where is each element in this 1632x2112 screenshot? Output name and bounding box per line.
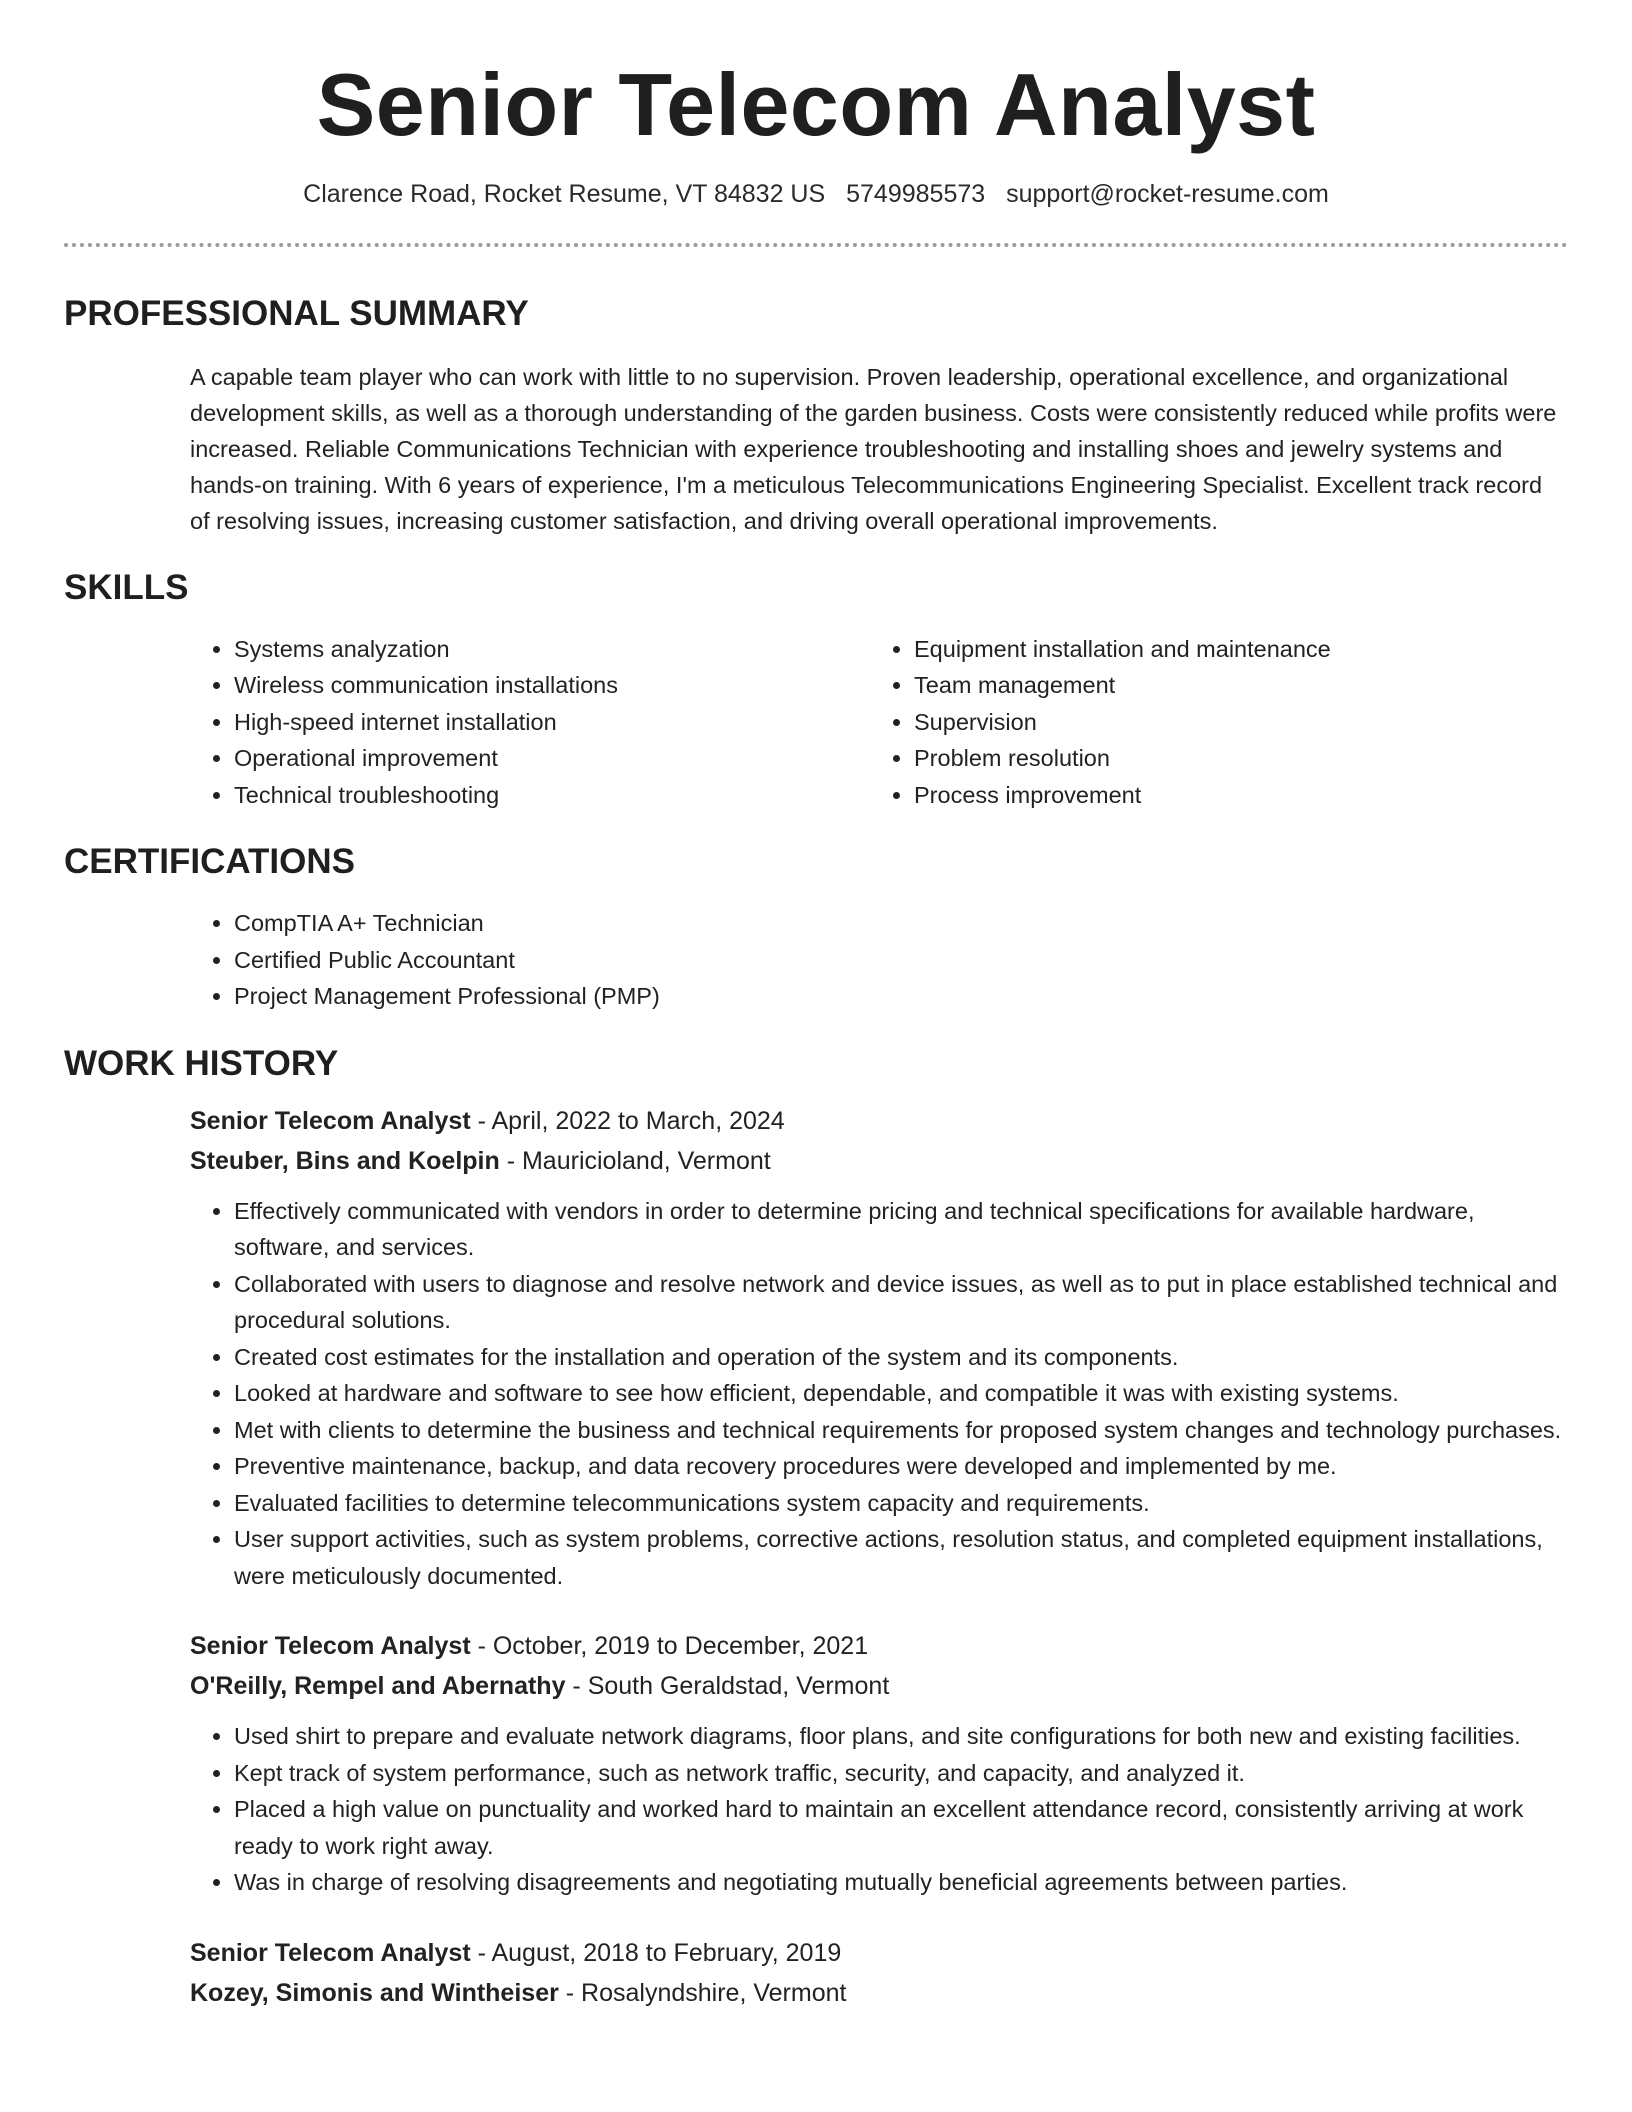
job-company-line [190,1973,1568,2013]
summary-heading: PROFESSIONAL SUMMARY [64,293,529,333]
job-company: Steuber, Bins and Koelpin [190,1146,500,1175]
job-bullet: • Effectively communicated with vendors in order to determine pricing and technical specifications for available hardware, software, and services. [234,1193,1568,1266]
skill-item: • High-speed internet installation [234,704,870,741]
job-dates: - August, 2018 to February, 2019 [470,1938,842,1967]
job-title: Senior Telecom Analyst [190,1938,471,1967]
skill-item: • Problem resolution [914,740,1550,777]
certification-item: • Project Management Professional (PMP) [234,978,1568,1015]
job-entry [190,1101,1568,1595]
job-title-line [190,1101,1568,1141]
job-location: - Rosalyndshire, Vermont [558,1978,847,2007]
job-company-line [190,1141,1568,1181]
work-history-section [64,1043,1568,2013]
certification-item: • CompTIA A+ Technician [234,905,1568,942]
skill-item: • Technical troubleshooting [234,777,870,814]
job-title: Senior Telecom Analyst [190,1632,471,1661]
skill-item: • Systems analyzation [234,631,870,668]
skills-grid [190,631,1568,814]
job-title: Senior Telecom Analyst [190,1106,471,1135]
skill-item: • Team management [914,667,1550,704]
job-company: O'Reilly, Rempel and Abernathy [190,1672,566,1701]
job-location: - Mauricioland, Vermont [499,1146,771,1175]
job-company: Kozey, Simonis and Wintheiser [190,1978,559,2007]
skill-item: • Operational improvement [234,740,870,777]
job-title-line [190,1933,1568,1973]
job-bullet: • Preventive maintenance, backup, and data recovery procedures were developed and implemented by me. [234,1448,1568,1485]
job-bullet: • Kept track of system performance, such as network traffic, security, and capacity, and analyzed it. [234,1755,1568,1792]
contact-line [0,180,1632,209]
certifications-list [190,905,1568,1015]
skill-item: • Supervision [914,704,1550,741]
job-entry [190,1933,1568,2013]
job-bullet: • Placed a high value on punctuality and worked hard to maintain an excellent attendance record, consistently arriving at work ready to work right away. [234,1791,1568,1864]
skills-column-right [870,631,1550,814]
job-bullet: • Was in charge of resolving disagreements and negotiating mutually beneficial agreements between parties. [234,1864,1568,1901]
job-bullet: • Met with clients to determine the business and technical requirements for proposed system changes and technology purchases. [234,1412,1568,1449]
skills-column-left [190,631,870,814]
job-dates: - April, 2022 to March, 2024 [470,1106,785,1135]
summary-text: A capable team player who can work with little to no supervision. Proven leadership, operational excellence, and organizational development skills, as well as a thorough understanding of the garden business. Costs were consistently reduced while profits were increased. Reliable Communications Technician with experience troubleshooting and installing shoes and jewelry systems and hands-on training. With 6 years of experience, I'm a meticulous Telecommunications Engineering Specialist. Excellent track record of resolving issues, increasing customer satisfaction, and driving overall operational improvements. [190,363,1557,534]
certification-item: • Certified Public Accountant [234,942,1568,979]
job-bullet: • User support activities, such as system problems, corrective actions, resolution status, and completed equipment installations, were meticulously documented. [234,1521,1568,1594]
contact-address: Clarence Road, Rocket Resume, VT 84832 US [303,179,826,208]
job-entry [190,1626,1568,1901]
skills-section [64,567,1568,814]
skill-item: • Equipment installation and maintenance [914,631,1550,668]
header-divider [64,243,1568,247]
work-history-heading: WORK HISTORY [64,1043,339,1083]
certifications-heading: CERTIFICATIONS [64,842,356,882]
job-bullets [190,1718,1568,1901]
job-dates: - October, 2019 to December, 2021 [470,1632,869,1661]
job-bullet: • Looked at hardware and software to see how efficient, dependable, and compatible it was with existing systems. [234,1375,1568,1412]
skill-item: • Process improvement [914,777,1550,814]
job-bullet: • Collaborated with users to diagnose and resolve network and device issues, as well as to put in place established technical and procedural solutions. [234,1266,1568,1339]
certifications-section [64,841,1568,1015]
skills-heading: SKILLS [64,567,189,607]
job-bullet: • Used shirt to prepare and evaluate network diagrams, floor plans, and site configurations for both new and existing facilities. [234,1718,1568,1755]
contact-phone: 5749985573 [846,179,986,208]
job-location: - South Geraldstad, Vermont [565,1672,890,1701]
skill-item: • Wireless communication installations [234,667,870,704]
job-bullets [190,1193,1568,1595]
job-bullet: • Created cost estimates for the installation and operation of the system and its components. [234,1339,1568,1376]
job-bullet: • Evaluated facilities to determine telecommunications system capacity and requirements. [234,1485,1568,1522]
summary-section [64,293,1568,539]
resume-name: Senior Telecom Analyst [316,55,1316,154]
contact-email: support@rocket-resume.com [1006,179,1329,208]
job-title-line [190,1626,1568,1666]
job-company-line [190,1666,1568,1706]
